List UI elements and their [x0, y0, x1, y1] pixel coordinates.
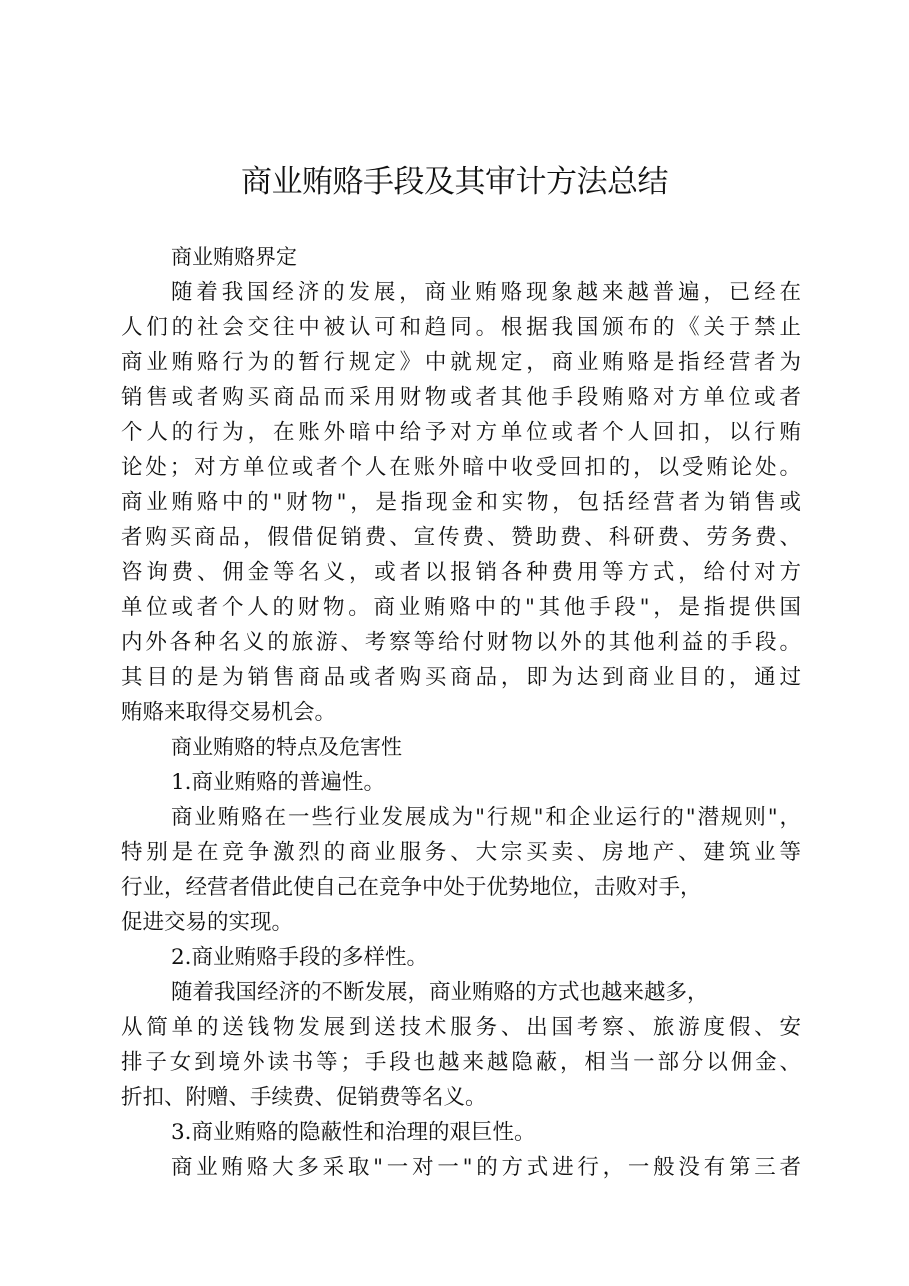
- paragraph-diversity: [121, 975, 801, 1115]
- paragraph-line: 从简单的送钱物发展到送技术服务、出国考察、旅游度假、安: [121, 1015, 801, 1040]
- paragraph-line: 折扣、附赠、手续费、促销费等名义。: [121, 1085, 487, 1110]
- paragraph-line: 销售或者购买商品而采用财物或者其他手段贿赂对方单位或者: [121, 385, 801, 410]
- paragraph-prevalence: [121, 800, 801, 940]
- paragraph-line: 内外各种名义的旅游、考察等给付财物以外的其他利益的手段。: [121, 630, 801, 655]
- paragraph-concealment: [121, 1150, 801, 1185]
- paragraph-line: 促进交易的实现。: [121, 910, 294, 935]
- paragraph-line: 特别是在竞争激烈的商业服务、大宗买卖、房地产、建筑业等: [121, 840, 801, 865]
- paragraph-line: 人们的社会交往中被认可和趋同。根据我国颁布的《关于禁止: [121, 315, 801, 340]
- paragraph-line: 者购买商品，假借促销费、宣传费、赞助费、科研费、劳务费、: [121, 525, 801, 550]
- paragraph-line: 随着我国经济的发展，商业贿赂现象越来越普遍，已经在: [171, 280, 801, 305]
- paragraph-line: 贿赂来取得交易机会。: [121, 700, 337, 725]
- paragraph-line: 随着我国经济的不断发展，商业贿赂的方式也越来越多，: [171, 980, 709, 1005]
- subheading-prevalence: 1.商业贿赂的普遍性。: [171, 770, 386, 795]
- paragraph-line: 排子女到境外读书等；手段也越来越隐蔽，相当一部分以佣金、: [121, 1050, 801, 1075]
- document-title: 商业贿赂手段及其审计方法总结: [241, 164, 668, 200]
- paragraph-line: 商业贿赂中的"财物"，是指现金和实物，包括经营者为销售或: [121, 490, 801, 515]
- paragraph-line: 商业贿赂行为的暂行规定》中就规定，商业贿赂是指经营者为: [121, 350, 801, 375]
- paragraph-line: 单位或者个人的财物。商业贿赂中的"其他手段"，是指提供国: [121, 595, 801, 620]
- section-heading-definition: 商业贿赂界定: [171, 245, 297, 269]
- paragraph-line: 论处；对方单位或者个人在账外暗中收受回扣的，以受贿论处。: [121, 455, 801, 480]
- section-paragraph-definition: [121, 275, 801, 730]
- subheading-diversity: 2.商业贿赂手段的多样性。: [171, 945, 429, 970]
- document-body: [121, 240, 801, 1185]
- paragraph-line: 商业贿赂在一些行业发展成为"行规"和企业运行的"潜规则"，: [171, 805, 801, 830]
- paragraph-line: 行业，经营者借此使自己在竞争中处于优势地位，击败对手，: [121, 875, 702, 900]
- paragraph-line: 咨询费、佣金等名义，或者以报销各种费用等方式，给付对方: [121, 560, 801, 585]
- subheading-concealment: 3.商业贿赂的隐蔽性和治理的艰巨性。: [171, 1120, 536, 1145]
- paragraph-line: 个人的行为，在账外暗中给予对方单位或者个人回扣，以行贿: [121, 420, 801, 445]
- section-heading-characteristics: 商业贿赂的特点及危害性: [171, 735, 402, 759]
- paragraph-line: 商业贿赂大多采取"一对一"的方式进行，一般没有第三者: [171, 1155, 801, 1180]
- paragraph-line: 其目的是为销售商品或者购买商品，即为达到商业目的，通过: [121, 665, 801, 690]
